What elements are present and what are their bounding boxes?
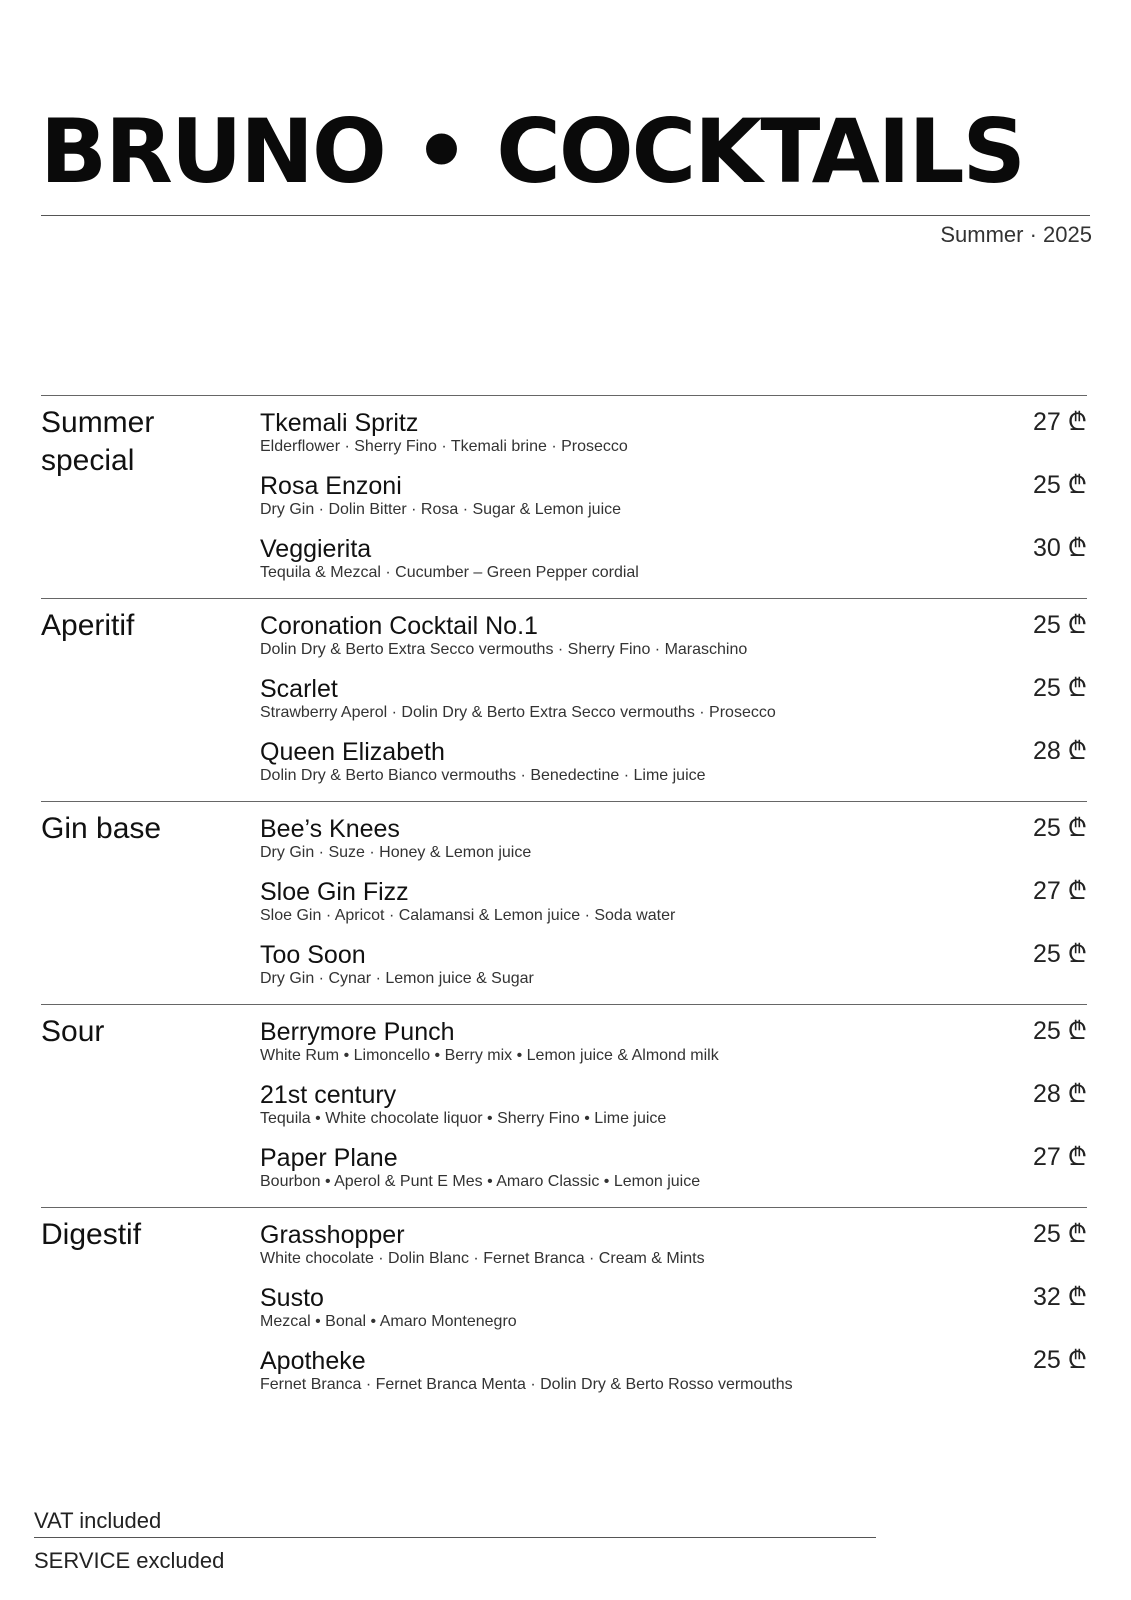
menu-item bbox=[260, 472, 1087, 535]
item-price: 27 ₾ bbox=[1032, 408, 1087, 436]
item-ingredients: Dry Gin · Suze · Honey & Lemon juice bbox=[260, 844, 532, 861]
item-name: Tkemali Spritz bbox=[260, 409, 419, 437]
menu-section-sour bbox=[41, 1004, 1087, 1207]
menu-section-aperitif bbox=[41, 598, 1087, 801]
item-name: Apotheke bbox=[260, 1347, 366, 1375]
item-name: Queen Elizabeth bbox=[260, 738, 445, 766]
item-price: 25 ₾ bbox=[1032, 1220, 1087, 1248]
item-price: 25 ₾ bbox=[1032, 814, 1087, 842]
footer-divider bbox=[34, 1537, 876, 1538]
service-note: SERVICE excluded bbox=[34, 1548, 225, 1573]
item-name: Bee’s Knees bbox=[260, 815, 400, 843]
cocktail-menu bbox=[41, 395, 1087, 1410]
item-price: 25 ₾ bbox=[1032, 940, 1087, 968]
item-ingredients: Tequila • White chocolate liquor • Sherry Fino • Lime juice bbox=[260, 1110, 667, 1127]
item-price: 27 ₾ bbox=[1032, 877, 1087, 905]
item-name: Too Soon bbox=[260, 941, 366, 969]
menu-item bbox=[260, 1144, 1087, 1207]
menu-item bbox=[260, 1081, 1087, 1144]
menu-item bbox=[260, 738, 1087, 801]
item-ingredients: Strawberry Aperol · Dolin Dry & Berto Extra Secco vermouths · Prosecco bbox=[260, 704, 776, 721]
item-ingredients: Elderflower · Sherry Fino · Tkemali brine · Prosecco bbox=[260, 438, 628, 455]
item-name: Veggierita bbox=[260, 535, 372, 563]
item-name: Sloe Gin Fizz bbox=[260, 878, 409, 906]
menu-item bbox=[260, 815, 1087, 878]
item-price: 25 ₾ bbox=[1032, 1346, 1087, 1374]
item-ingredients: Bourbon • Aperol & Punt E Mes • Amaro Classic • Lemon juice bbox=[260, 1173, 701, 1190]
title-divider bbox=[41, 215, 1090, 216]
item-price: 32 ₾ bbox=[1032, 1283, 1087, 1311]
page-title: BRUNO • COCKTAILS bbox=[40, 100, 1024, 203]
item-ingredients: Dolin Dry & Berto Bianco vermouths · Benedectine · Lime juice bbox=[260, 767, 706, 784]
item-ingredients: Dry Gin · Cynar · Lemon juice & Sugar bbox=[260, 970, 534, 987]
menu-item bbox=[260, 878, 1087, 941]
item-name: Rosa Enzoni bbox=[260, 472, 402, 500]
item-ingredients: Dolin Dry & Berto Extra Secco vermouths · Sherry Fino · Maraschino bbox=[260, 641, 748, 658]
item-price: 25 ₾ bbox=[1032, 471, 1087, 499]
item-price: 25 ₾ bbox=[1032, 1017, 1087, 1045]
section-title: Aperitif bbox=[41, 609, 135, 642]
item-price: 30 ₾ bbox=[1032, 534, 1087, 562]
item-price: 25 ₾ bbox=[1032, 611, 1087, 639]
section-title: Sour bbox=[41, 1015, 105, 1048]
item-ingredients: Mezcal • Bonal • Amaro Montenegro bbox=[260, 1313, 517, 1330]
item-name: 21st century bbox=[260, 1081, 397, 1109]
item-name: Berrymore Punch bbox=[260, 1018, 455, 1046]
item-name: Susto bbox=[260, 1284, 324, 1312]
item-ingredients: Tequila & Mezcal · Cucumber – Green Pepper cordial bbox=[260, 564, 639, 581]
menu-item bbox=[260, 1284, 1087, 1347]
menu-section-gin-base bbox=[41, 801, 1087, 1004]
item-ingredients: Fernet Branca · Fernet Branca Menta · Dolin Dry & Berto Rosso vermouths bbox=[260, 1376, 793, 1393]
menu-item bbox=[260, 612, 1087, 675]
menu-item bbox=[260, 1018, 1087, 1081]
item-name: Coronation Cocktail No.1 bbox=[260, 612, 538, 640]
item-price: 27 ₾ bbox=[1032, 1143, 1087, 1171]
item-name: Grasshopper bbox=[260, 1221, 405, 1249]
item-price: 28 ₾ bbox=[1032, 737, 1087, 765]
item-name: Paper Plane bbox=[260, 1144, 398, 1172]
section-title: Gin base bbox=[41, 812, 162, 845]
section-title: Digestif bbox=[41, 1218, 142, 1251]
item-ingredients: Dry Gin · Dolin Bitter · Rosa · Sugar & Lemon juice bbox=[260, 501, 622, 518]
menu-section-summer-special bbox=[41, 395, 1087, 598]
menu-item bbox=[260, 941, 1087, 1004]
item-ingredients: Sloe Gin · Apricot · Calamansi & Lemon juice · Soda water bbox=[260, 907, 676, 924]
item-name: Scarlet bbox=[260, 675, 338, 703]
menu-item bbox=[260, 1347, 1087, 1410]
vat-note: VAT included bbox=[34, 1508, 162, 1533]
menu-section-digestif bbox=[41, 1207, 1087, 1410]
item-ingredients: White chocolate · Dolin Blanc · Fernet Branca · Cream & Mints bbox=[260, 1250, 705, 1267]
season-label: Summer · 2025 bbox=[940, 222, 1092, 247]
menu-item bbox=[260, 535, 1087, 598]
item-ingredients: White Rum • Limoncello • Berry mix • Lemon juice & Almond milk bbox=[260, 1047, 719, 1064]
menu-item bbox=[260, 409, 1087, 472]
item-price: 25 ₾ bbox=[1032, 674, 1087, 702]
menu-item bbox=[260, 1221, 1087, 1284]
item-price: 28 ₾ bbox=[1032, 1080, 1087, 1108]
menu-item bbox=[260, 675, 1087, 738]
section-title: Summer special bbox=[41, 406, 155, 477]
